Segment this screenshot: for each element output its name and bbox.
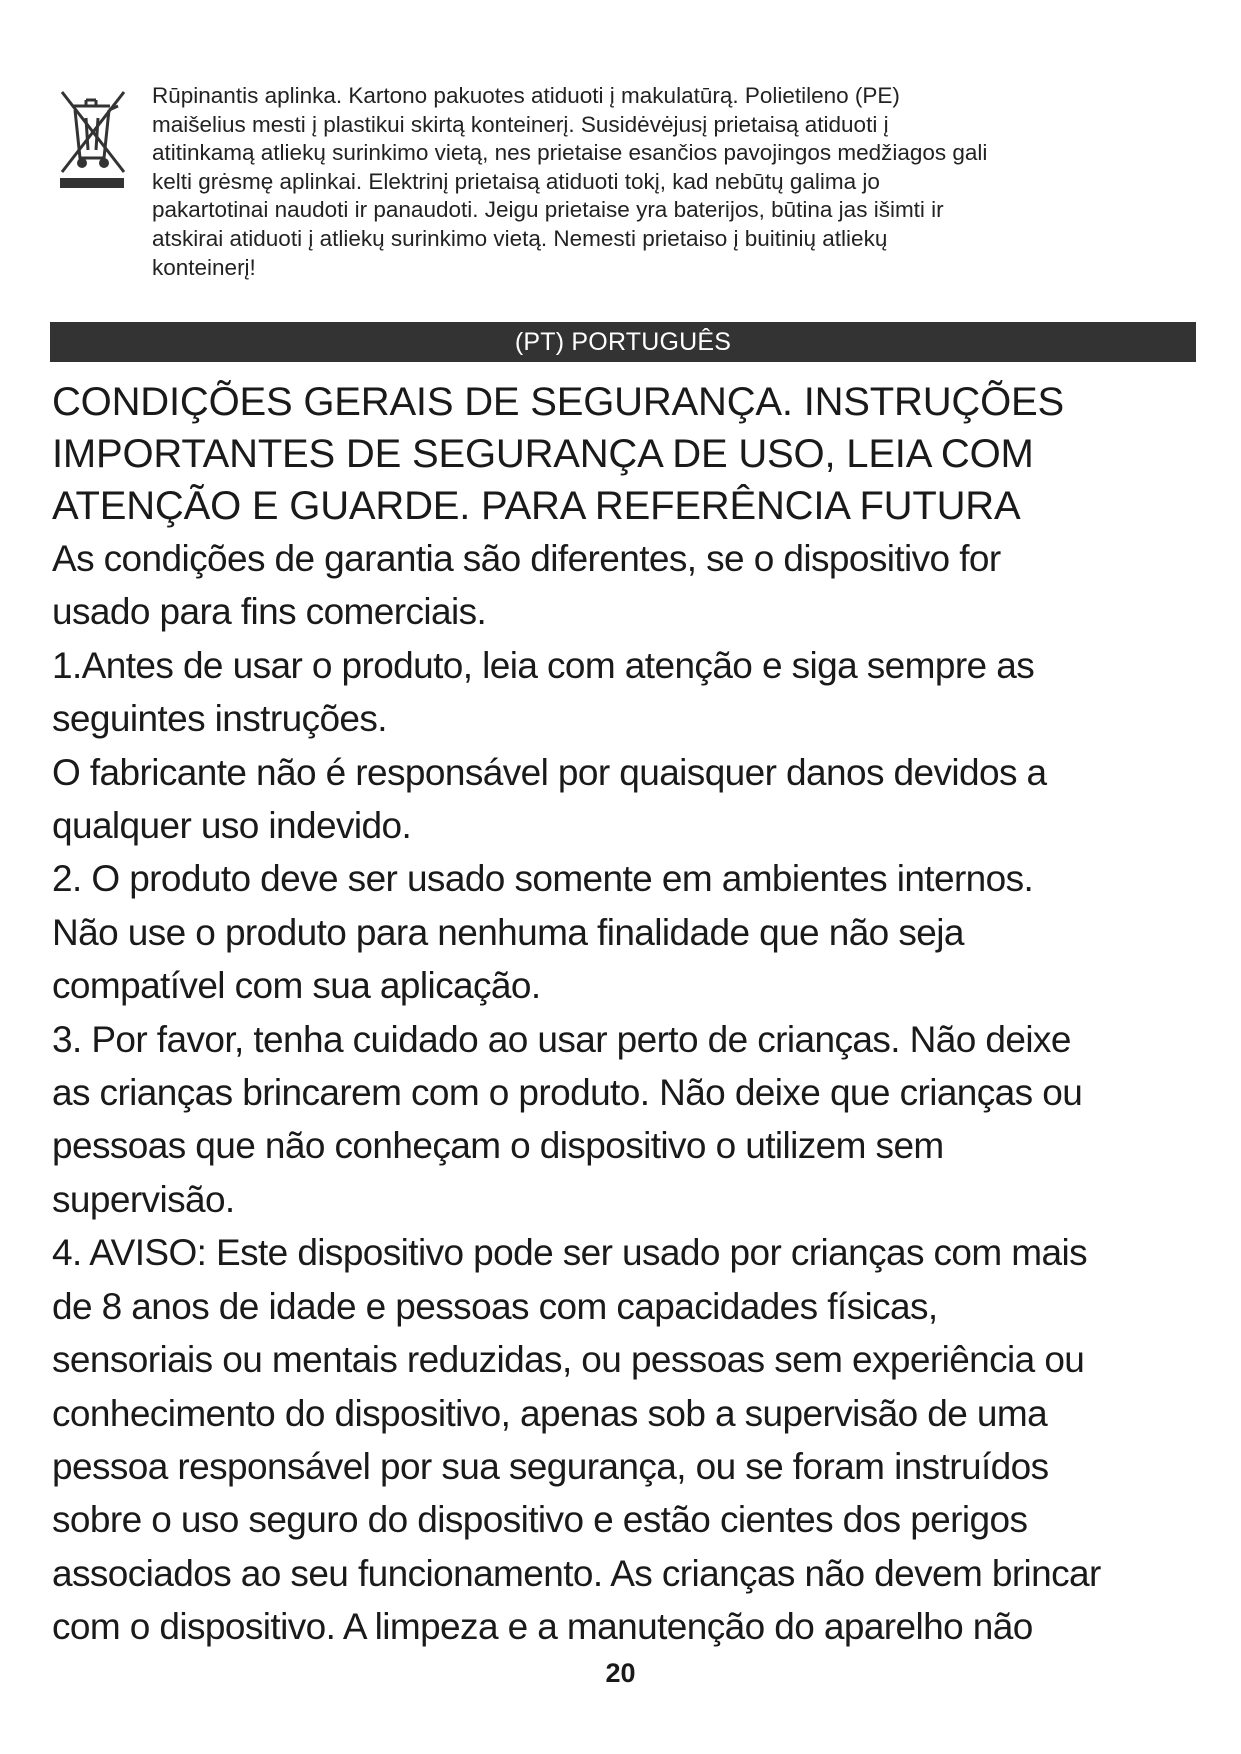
- text-line: de 8 anos de idade e pessoas com capacidades físicas,: [52, 1285, 938, 1327]
- text-line: As condições de garantia são diferentes, se o dispositivo for: [52, 538, 1001, 579]
- instruction-1: [52, 639, 1202, 746]
- text-line: 1.Antes de usar o produto, leia com atenção e siga sempre as: [52, 644, 1035, 686]
- text-line: 3. Por favor, tenha cuidado ao usar perto de crianças. Não deixe: [52, 1018, 1071, 1060]
- recycling-line: atskirai atiduoti į atliekų surinkimo vietą. Nemesti prietaiso į buitinių atliekų: [152, 225, 888, 251]
- heading-line: CONDIÇÕES GERAIS DE SEGURANÇA. INSTRUÇÕES: [52, 380, 1064, 424]
- instruction-4: [52, 1226, 1202, 1653]
- recycling-line: kelti grėsmę aplinkai. Elektrinį prietaisą atiduoti tokį, kad nebūtų galima jo: [152, 168, 880, 194]
- text-line: supervisão.: [52, 1178, 235, 1220]
- text-line: as crianças brincarem com o produto. Não deixe que crianças ou: [52, 1072, 1083, 1114]
- text-line: com o dispositivo. A limpeza e a manutenção do aparelho não: [52, 1606, 1033, 1648]
- recycling-line: Rūpinantis aplinka. Kartono pakuotes atiduoti į makulatūrą. Polietileno (PE): [152, 83, 900, 108]
- text-line: Não use o produto para nenhuma finalidade que não seja: [52, 911, 964, 953]
- warranty-paragraph: [52, 532, 1202, 639]
- heading-line: IMPORTANTES DE SEGURANÇA DE USO, LEIA COM: [52, 432, 1034, 476]
- text-line: qualquer uso indevido.: [52, 805, 412, 847]
- recycling-line: atitinkamą atliekų surinkimo vietą, nes prietaise esančios pavojingos medžiagos gali: [152, 140, 988, 166]
- language-section-bar: (PT) PORTUGUÊS: [50, 322, 1196, 362]
- recycling-line: konteinerį!: [152, 254, 256, 280]
- text-line: associados ao seu funcionamento. As crianças não devem brincar: [52, 1552, 1101, 1594]
- crossed-out-wheelie-bin-icon: [58, 88, 128, 190]
- text-line: sensoriais ou mentais reduzidas, ou pessoas sem experiência ou: [52, 1339, 1085, 1381]
- recycling-line: pakartotinai naudoti ir panaudoti. Jeigu prietaise yra baterijos, būtina jas išimti ir: [152, 197, 944, 223]
- text-line: seguintes instruções.: [52, 698, 387, 740]
- safety-instructions: [52, 376, 1202, 1654]
- text-line: sobre o uso seguro do dispositivo e estão cientes dos perigos: [52, 1499, 1028, 1541]
- text-line: compatível com sua aplicação.: [52, 965, 541, 1007]
- recycling-line: maišelius mesti į plastikui skirtą konteinerį. Susidėvėjusį prietaisą atiduoti į: [152, 111, 889, 137]
- text-line: pessoas que não conheçam o dispositivo o utilizem sem: [52, 1125, 944, 1167]
- recycling-text: [152, 82, 1232, 282]
- text-line: 2. O produto deve ser usado somente em ambientes internos.: [52, 858, 1034, 900]
- text-line: conhecimento do dispositivo, apenas sob a supervisão de uma: [52, 1392, 1048, 1434]
- text-line: O fabricante não é responsável por quaisquer danos devidos a: [52, 751, 1047, 793]
- text-line: 4. AVISO: Este dispositivo pode ser usado por crianças com mais: [52, 1232, 1088, 1274]
- section-heading: [52, 376, 1202, 532]
- heading-line: ATENÇÃO E GUARDE. PARA REFERÊNCIA FUTURA: [52, 484, 1021, 528]
- recycling-notice: [52, 82, 1182, 302]
- manufacturer-disclaimer: [52, 746, 1202, 853]
- text-line: pessoa responsável por sua segurança, ou se foram instruídos: [52, 1445, 1049, 1487]
- instruction-2: [52, 852, 1202, 1012]
- text-line: usado para fins comerciais.: [52, 591, 487, 633]
- page-number: 20: [605, 1658, 636, 1688]
- instruction-3: [52, 1013, 1202, 1227]
